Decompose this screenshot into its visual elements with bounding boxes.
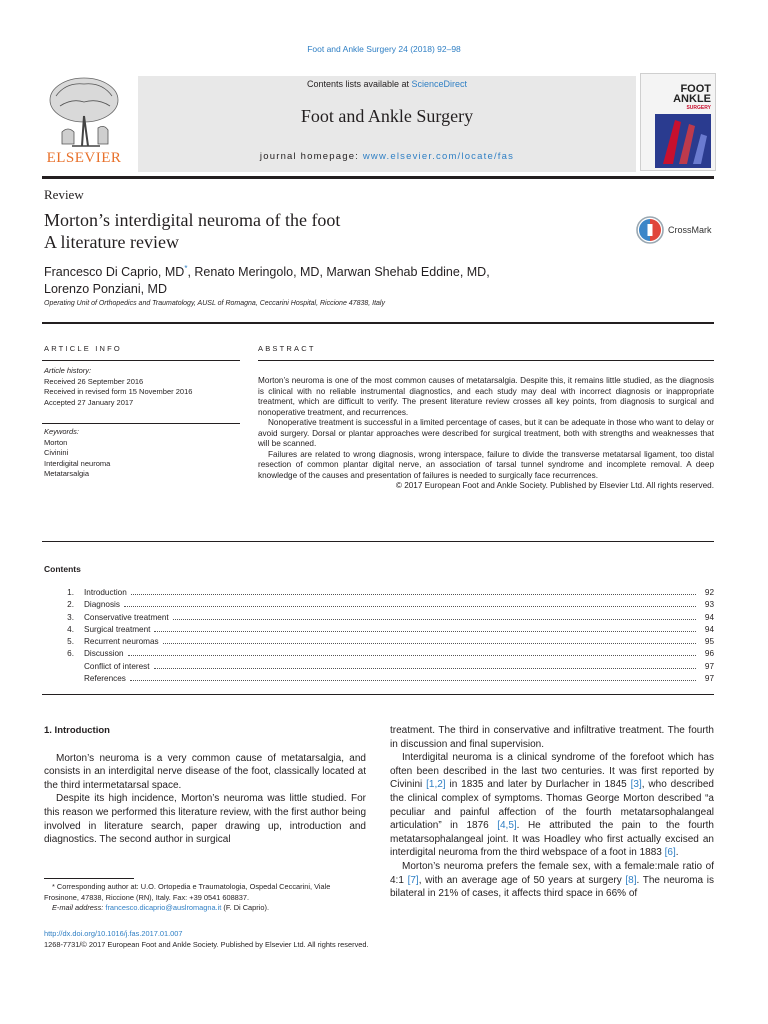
toc-page: 97: [704, 674, 714, 684]
keywords-divider: [42, 423, 240, 424]
toc-title: Discussion: [84, 649, 124, 659]
journal-cover-thumbnail[interactable]: [640, 73, 716, 171]
toc-leader-dots: [173, 612, 696, 620]
keyword: Morton: [44, 437, 68, 447]
journal-masthead: [138, 76, 636, 172]
toc-page: 96: [704, 649, 714, 659]
toc-leader-dots: [154, 661, 696, 669]
abstract-paragraph: Failures are related to wrong diagnosis, wrong interspace, failure to divide the transverse metatarsal ligament, too distal resection of common plantar digital nerve, an association of tarsal tunnel syndrome and incomplete removal. A deep knowledge of the causes and presentation of failures is needed to surgically face recurrences.: [258, 449, 714, 480]
article-info-divider: [42, 360, 240, 361]
toc-number: 2.: [67, 600, 74, 610]
corresponding-author-marker[interactable]: *: [184, 264, 188, 273]
body-paragraph: Interdigital neuroma is a clinical syndrome of the forefoot which has often been described in the last two centuries. It was first reported by Civinini [1,2] in 1835 and later by Durlacher in 1845 [3], who described the clinical complex of symptoms. Thomas George Morton described “a peculiar and painful affection of the fourth metatarsophalangeal articulation” in 1876 [4,5]. He attributed the pain to the fourth metatarsophalangeal joint. It was Hoadley who first actually excised an interdigital neuroma from the third webspace of a foot in 1883 [6].: [390, 752, 714, 859]
toc-page: 95: [704, 637, 714, 647]
keyword: Metatarsalgia: [44, 469, 90, 478]
toc-number: [44, 661, 74, 673]
email-note: E-mail address: francesco.dicaprio@auslromagna.it (F. Di Caprio).: [52, 903, 270, 912]
toc-number: 4.: [67, 624, 74, 634]
abstract-paragraph: Morton’s neuroma is one of the most common causes of metatarsalgia. Despite this, it remains little studied, as the diagnosis is clinical with no reliable instrumental diagnostics, and each study may deal with incorrect diagnosis or inappropriate treatment, which are difficult to verify. The present literature review crosses all key points, from diagnosis to surgical and nonoperative treatment, and recurrences.: [258, 376, 714, 417]
body-column-right: [390, 724, 714, 901]
crossmark-badge[interactable]: [636, 216, 726, 246]
crossmark-label: CrossMark: [668, 225, 712, 235]
doi-link[interactable]: http://dx.doi.org/10.1016/j.fas.2017.01.007: [44, 929, 183, 938]
toc-page: 94: [704, 612, 714, 622]
body-paragraph: Morton’s neuroma is a very common cause of metatarsalgia, and consists in an interdigital nerve disease of the foot, classically located at the third intermetatarsal space.: [44, 752, 366, 791]
journal-homepage-link[interactable]: www.elsevier.com/locate/fas: [362, 151, 515, 162]
toc-leader-dots: [163, 636, 696, 644]
keyword: Civinini: [44, 448, 69, 457]
body-paragraph: treatment. The third in conservative and infiltrative treatment. The fourth in discussion and final supervision.: [390, 725, 714, 750]
history-item: Accepted 27 January 2017: [44, 397, 134, 407]
journal-homepage-line: journal homepage: www.elsevier.com/locate/fas: [259, 151, 515, 162]
section-heading-introduction: 1. Introduction: [44, 725, 110, 736]
body-paragraph: Despite its high incidence, Morton’s neuroma was little studied. For this reason we performed this literature review, with the first author being involved in literature search, paper drawing up, introduction and diagnostics. The second author in surgical: [44, 793, 366, 846]
abstract-divider: [258, 360, 714, 361]
toc-leader-dots: [131, 587, 696, 595]
toc-number: 6.: [67, 649, 74, 659]
history-item: Received 26 September 2016: [44, 376, 144, 386]
toc-title: Introduction: [84, 588, 127, 597]
toc-leader-dots: [128, 648, 696, 656]
toc-number: 1.: [67, 588, 74, 597]
toc-leader-dots: [124, 599, 696, 607]
history-item: Received in revised form 15 November 2016: [44, 387, 193, 396]
journal-reference-link[interactable]: Foot and Ankle Surgery 24 (2018) 92–98: [307, 44, 461, 54]
abstract-paragraph: Nonoperative treatment is successful in a limited percentage of cases, but it can be adequate in those who want to delay or avoid surgery. Dorsal or plantar approaches were described for surgical treatment, both with strengths and weaknesses that will be scanned.: [258, 418, 714, 448]
issn-copyright-line: 1268-7731/© 2017 European Foot and Ankle Society. Published by Elsevier Ltd. All rights reserved.: [44, 940, 369, 949]
body-paragraph: Morton’s neuroma prefers the female sex, with a female:male ratio of 4:1 [7], with an average age of 50 years at surgery [8]. The neuroma is bilateral in 21% of cases, it affects third space in 66% of: [390, 860, 714, 900]
page-footer: [44, 928, 369, 950]
citation-link[interactable]: [6]: [664, 847, 676, 859]
toc-entry[interactable]: [44, 599, 714, 611]
contents-heading: Contents: [44, 564, 81, 574]
toc-title: References: [84, 674, 126, 684]
abstract-bottom-divider: [42, 541, 714, 542]
author-affiliation: Operating Unit of Orthopedics and Traumatology, AUSL of Romagna, Ceccarini Hospital, Riccione 47838, Italy: [44, 300, 385, 307]
toc-entry[interactable]: [44, 587, 714, 599]
toc-title: Diagnosis: [84, 600, 120, 610]
elsevier-wordmark: ELSEVIER: [46, 150, 122, 166]
toc-title: Conservative treatment: [84, 612, 169, 622]
article-info-heading: ARTICLE INFO: [44, 344, 122, 353]
citation-link[interactable]: [8]: [625, 874, 637, 886]
header-divider: [42, 176, 714, 179]
contents-divider: [42, 694, 714, 695]
history-heading: Article history:: [44, 366, 92, 375]
keywords-list: [44, 427, 110, 480]
citation-link[interactable]: [1,2]: [426, 779, 446, 791]
keywords-heading: Keywords:: [44, 427, 80, 436]
keyword: Interdigital neuroma: [44, 458, 111, 468]
toc-page: 92: [704, 588, 714, 597]
journal-header: [42, 68, 714, 172]
corresponding-author-note: * Corresponding author at: U.O. Ortopedia e Traumatologia, Ospedal Ceccarini, Viale Frosinone, 47838, Riccione (RN), Italy. Fax: +39 0541 608837.: [44, 882, 331, 902]
email-link[interactable]: francesco.dicaprio@auslromagna.it: [105, 903, 222, 912]
journal-title: Foot and Ankle Surgery: [300, 106, 474, 126]
toc-leader-dots: [130, 673, 696, 681]
toc-number: 5.: [67, 637, 74, 647]
toc-entry[interactable]: [44, 636, 714, 648]
toc-entry[interactable]: [44, 612, 714, 624]
cover-title: FOOT ANKLE: [673, 83, 711, 105]
citation-link[interactable]: [3]: [630, 779, 642, 791]
toc-page: 97: [704, 661, 714, 671]
abstract-text: [258, 376, 714, 492]
cover-subtitle: SURGERY: [686, 105, 711, 111]
toc-entry[interactable]: [44, 648, 714, 660]
toc-page: 94: [704, 624, 714, 634]
citation-link[interactable]: [7]: [407, 874, 419, 886]
cover-illustration-icon: [655, 114, 711, 168]
sciencedirect-link[interactable]: ScienceDirect: [411, 79, 468, 89]
toc-number: [44, 673, 74, 685]
author-list: Francesco Di Caprio, MD*, Renato Meringolo, MD, Marwan Shehab Eddine, MD, Lorenzo Ponziani, MD: [44, 264, 490, 297]
toc-title: Surgical treatment: [84, 624, 151, 634]
toc-title: Conflict of interest: [84, 661, 150, 671]
article-title: Morton’s interdigital neuroma of the foot A literature review: [44, 210, 341, 252]
crossmark-icon: [636, 216, 664, 244]
toc-entry[interactable]: [44, 661, 714, 673]
toc-entry[interactable]: [44, 673, 714, 685]
table-of-contents: [44, 587, 714, 685]
footnote-divider: [44, 878, 134, 879]
toc-number: 3.: [67, 612, 74, 622]
toc-entry[interactable]: [44, 624, 714, 636]
article-history: [44, 366, 192, 408]
citation-link[interactable]: [4,5]: [497, 820, 517, 832]
toc-leader-dots: [154, 624, 696, 632]
footnote: [44, 882, 366, 914]
article-type: Review: [44, 187, 84, 202]
contents-available-line: Contents lists available at ScienceDirect: [306, 79, 468, 89]
abstract-heading: ABSTRACT: [258, 344, 316, 353]
toc-page: 93: [704, 600, 714, 610]
body-column-left: [44, 724, 366, 847]
title-divider: [42, 322, 714, 324]
abstract-copyright: © 2017 European Foot and Ankle Society. Published by Elsevier Ltd. All rights reserved.: [395, 481, 714, 490]
toc-title: Recurrent neuromas: [84, 637, 159, 647]
